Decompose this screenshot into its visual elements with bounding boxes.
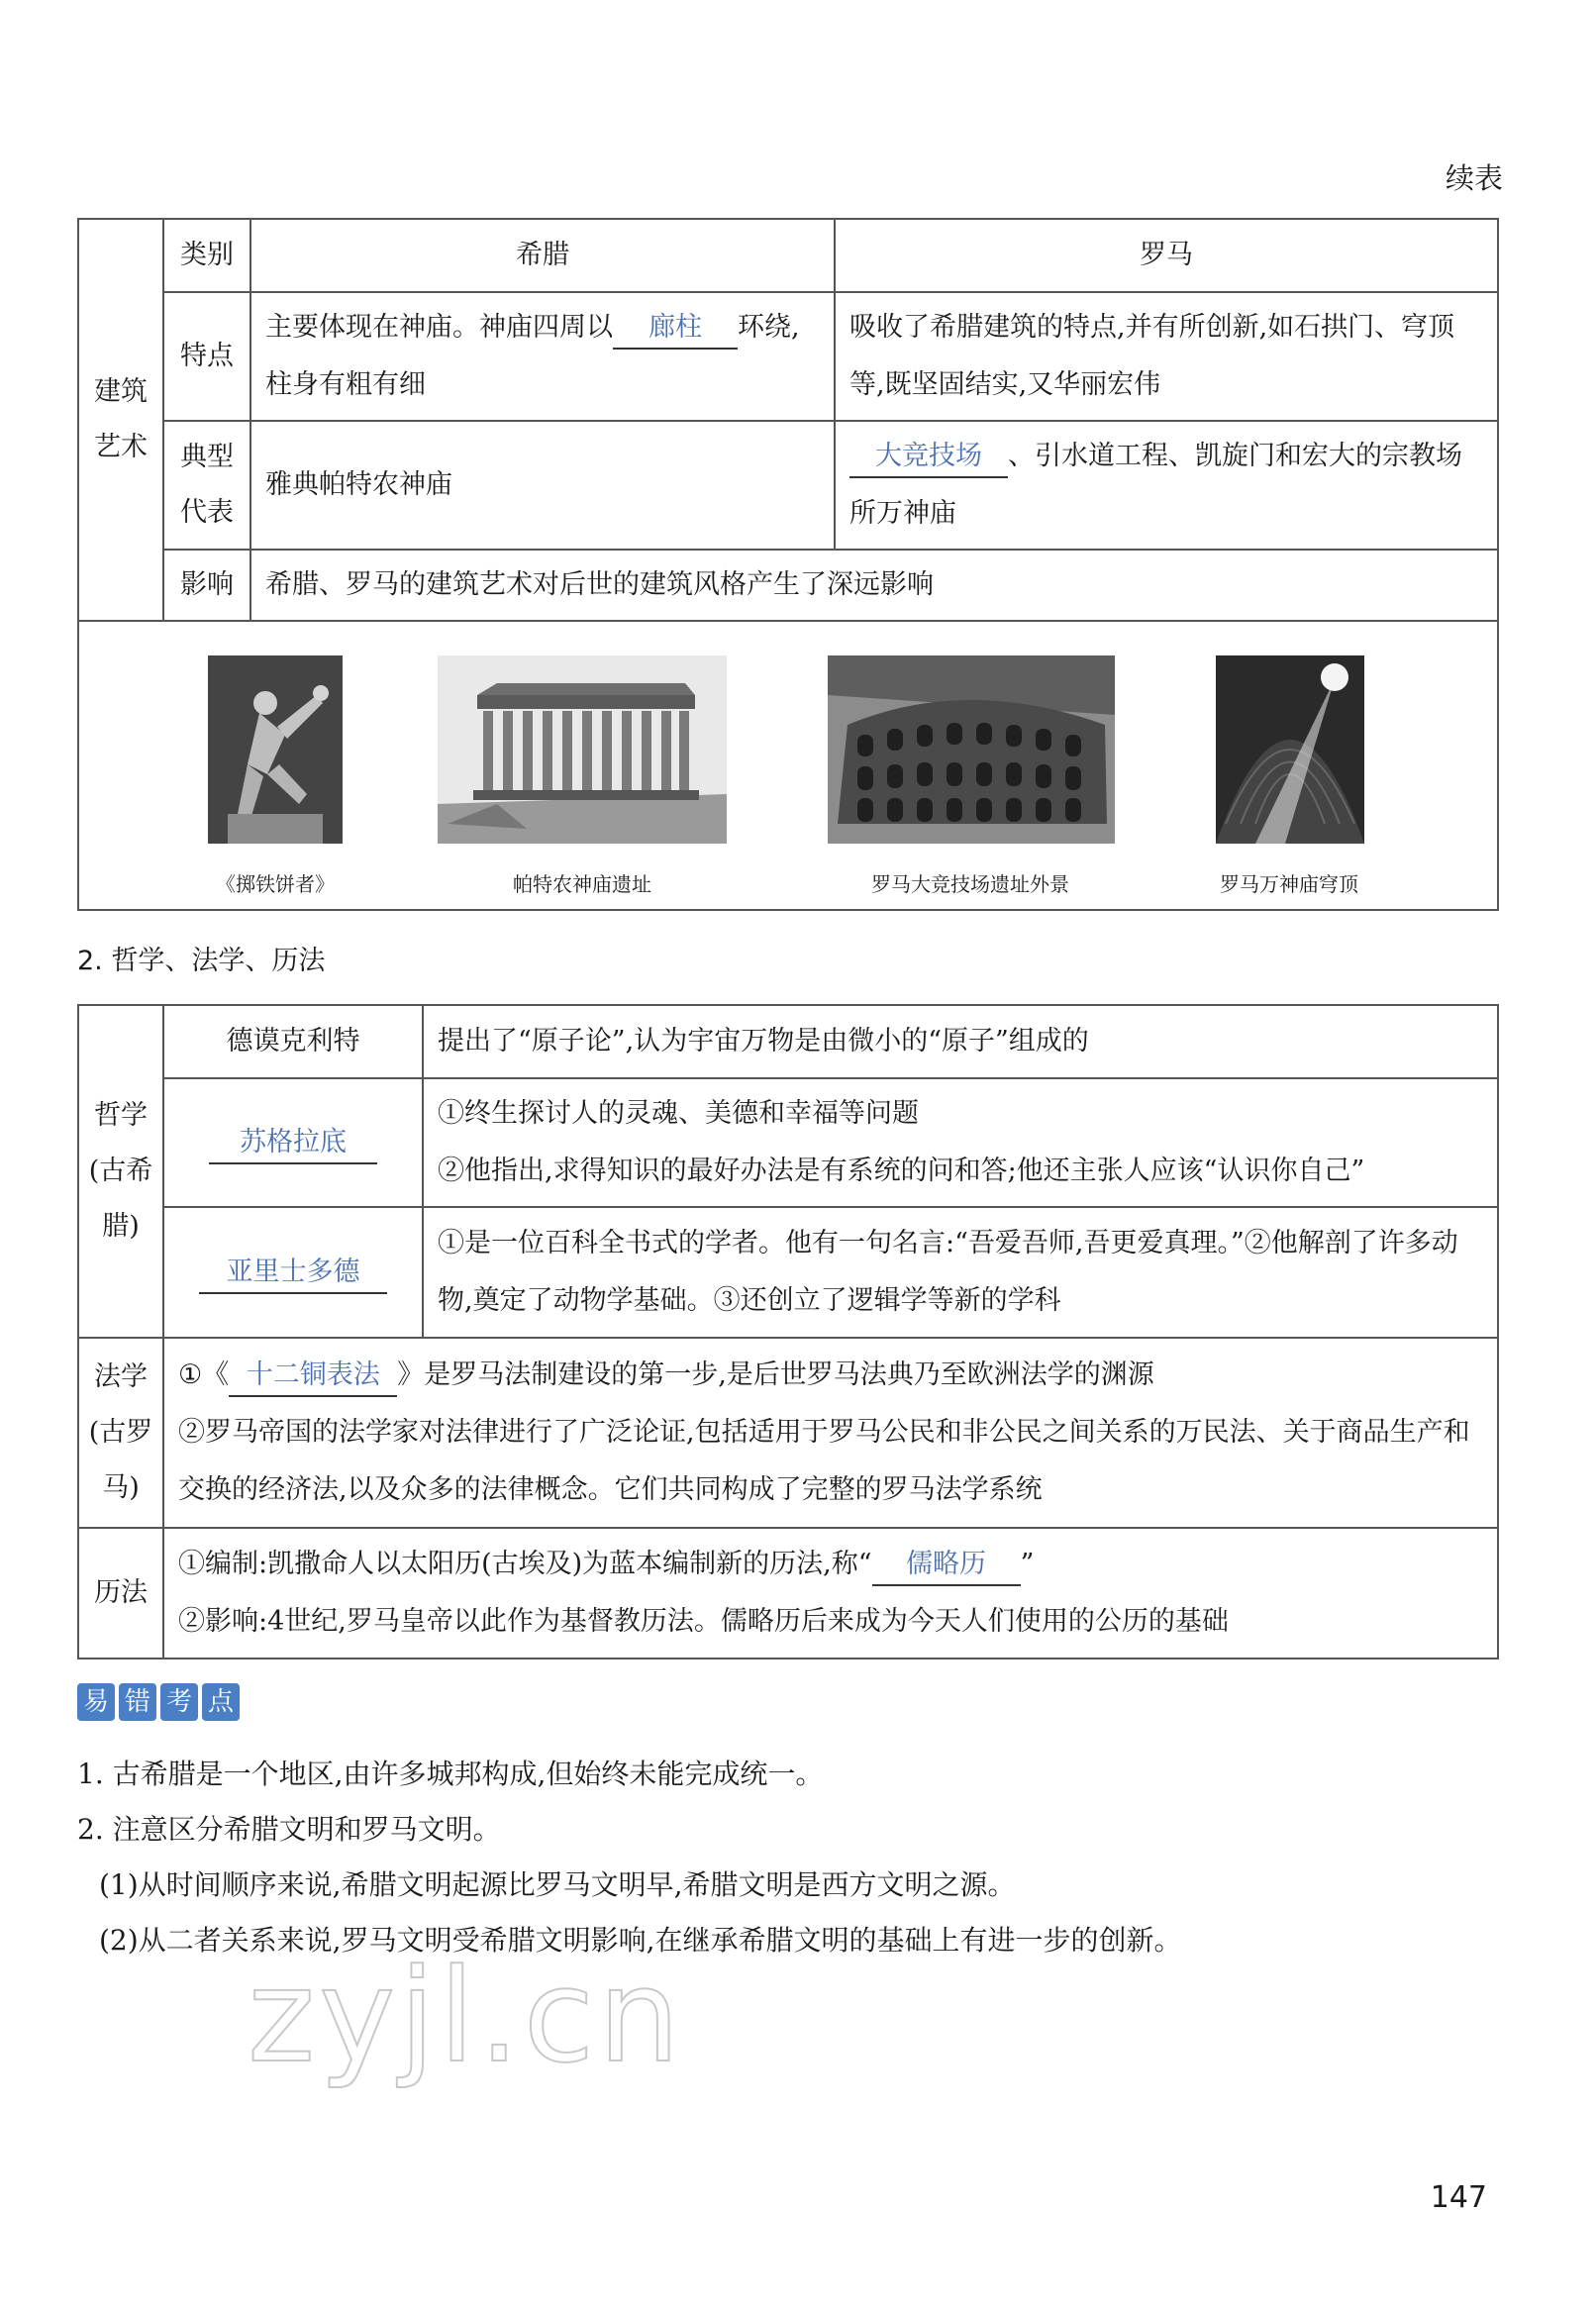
discus-thrower-statue <box>208 655 343 844</box>
features-greece: 主要体现在神庙。神庙四周以 廊柱 环绕,柱身有粗有细 <box>250 292 835 421</box>
pantheon-dome <box>1216 655 1364 844</box>
error-point-1: 1. 古希腊是一个地区,由许多城邦构成,但始终未能完成统一。 <box>77 1758 824 1790</box>
law-group-label: 法学(古罗马) <box>78 1338 163 1528</box>
representative-rome: 大竞技场 、引水道工程、凯旋门和宏大的宗教场所万神庙 <box>835 421 1498 550</box>
socrates-text: ①终生探讨人的灵魂、美德和幸福等问题 ②他指出,求得知识的最好办法是有系统的问和答;他还主张人应该“认识你自己” <box>423 1078 1498 1207</box>
caption-colosseum: 罗马大竞技场遗址外景 <box>871 872 1069 896</box>
philosophy-law-calendar-table <box>77 1004 1499 1659</box>
caption-parthenon: 帕特农神庙遗址 <box>513 872 651 896</box>
answer-socrates: 苏格拉底 <box>209 1123 377 1164</box>
features-rome: 吸收了希腊建筑的特点,并有所创新,如石拱门、穹顶等,既坚固结实,又华丽宏伟 <box>835 292 1498 421</box>
answer-twelve-tables: 十二铜表法 <box>229 1356 397 1397</box>
header-rome: 罗马 <box>835 219 1498 292</box>
continued-label: 续表 <box>1445 161 1503 195</box>
page-number: 147 <box>1430 2180 1487 2215</box>
parthenon-ruins <box>438 655 727 844</box>
aristotle-cell <box>163 1207 423 1338</box>
answer-aristotle: 亚里士多德 <box>199 1253 387 1294</box>
header-greece: 希腊 <box>250 219 835 292</box>
philosophy-group-label: 哲学(古希腊) <box>78 1005 163 1338</box>
socrates-cell <box>163 1078 423 1207</box>
democritus-text: 提出了“原子论”,认为宇宙万物是由微小的“原子”组成的 <box>423 1005 1498 1078</box>
answer-colosseum: 大竞技场 <box>849 437 1008 478</box>
section-title: 2. 哲学、法学、历法 <box>77 946 326 976</box>
representative-greece: 雅典帕特农神庙 <box>250 421 835 550</box>
pictures-row <box>78 621 1498 910</box>
colosseum-exterior <box>828 655 1115 844</box>
answer-colonnade: 廊柱 <box>613 308 738 350</box>
header-category: 类别 <box>163 219 250 292</box>
influence-label: 影响 <box>163 550 250 621</box>
influence-text: 希腊、罗马的建筑艺术对后世的建筑风格产生了深远影响 <box>250 550 1498 621</box>
architecture-group-label: 建筑艺术 <box>78 219 163 621</box>
answer-julian-calendar: 儒略历 <box>872 1545 1021 1586</box>
caption-pantheon: 罗马万神庙穹顶 <box>1220 872 1358 896</box>
watermark: zyjl.cn <box>248 1941 684 2091</box>
error-points-badge: 易 错 考 点 <box>77 1683 240 1721</box>
calendar-text: ①编制:凯撒命人以太阳历(古埃及)为蓝本编制新的历法,称“ 儒略历 ” ②影响:4世纪,罗马皇帝以此作为基督教历法。儒略历后来成为今天人们使用的公历的基础 <box>163 1528 1498 1659</box>
democritus-name: 德谟克利特 <box>163 1005 423 1078</box>
features-label: 特点 <box>163 292 250 421</box>
error-point-2-1: (1)从时间顺序来说,希腊文明起源比罗马文明早,希腊文明是西方文明之源。 <box>99 1868 1016 1901</box>
error-point-2-2: (2)从二者关系来说,罗马文明受希腊文明影响,在继承希腊文明的基础上有进一步的创新。 <box>99 1924 1182 1957</box>
law-text: ①《 十二铜表法 》是罗马法制建设的第一步,是后世罗马法典乃至欧洲法学的渊源 ②罗马帝国的法学家对法律进行了广泛论证,包括适用于罗马公民和非公民之间关系的万民法、关于商品生产和交换的经济法,以及众多的法律概念。它们共同构成了完整的罗马法学系统 <box>163 1338 1498 1528</box>
representative-label: 典型代表 <box>163 421 250 550</box>
aristotle-text: ①是一位百科全书式的学者。他有一句名言:“吾爱吾师,吾更爱真理。”②他解剖了许多动物,奠定了动物学基础。③还创立了逻辑学等新的学科 <box>423 1207 1498 1338</box>
calendar-group-label: 历法 <box>78 1528 163 1659</box>
architecture-table <box>77 218 1499 911</box>
caption-discus: 《掷铁饼者》 <box>216 872 335 896</box>
error-point-2: 2. 注意区分希腊文明和罗马文明。 <box>77 1813 501 1846</box>
